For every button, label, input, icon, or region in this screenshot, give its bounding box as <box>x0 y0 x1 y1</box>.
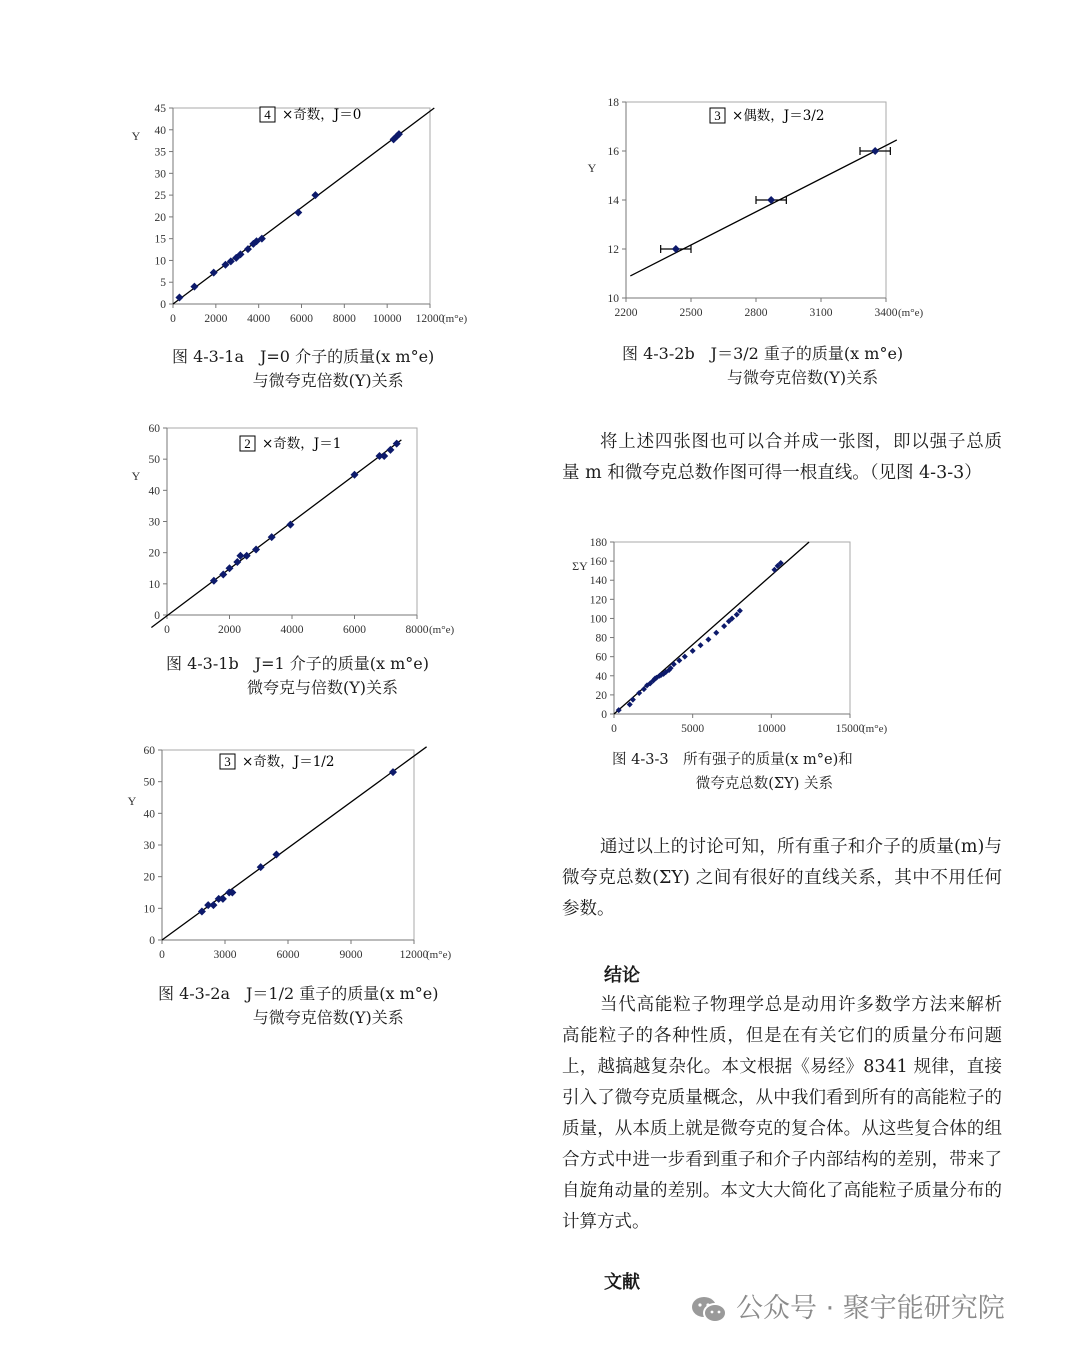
y-axis-label: ΣY <box>572 559 588 573</box>
chart-4-3-1b <box>120 420 490 645</box>
x-tick-label: 0 <box>611 723 617 735</box>
y-tick-label: 180 <box>589 537 607 549</box>
y-tick-label: 5 <box>160 277 166 290</box>
y-axis-label: Y <box>587 161 597 175</box>
y-tick-label: 0 <box>149 935 155 947</box>
x-tick-label: 3400 <box>874 307 898 319</box>
data-point <box>311 191 319 199</box>
caption-4-3-3 <box>612 748 853 796</box>
x-tick-label: 15000 <box>835 723 865 735</box>
data-point <box>386 446 394 454</box>
y-tick-label: 10 <box>154 255 166 268</box>
y-tick-label: 40 <box>143 808 155 821</box>
y-axis-label: Y <box>127 794 137 808</box>
y-tick-label: 0 <box>160 299 166 311</box>
caption-line1: 图 4-3-1b J=1 介子的质量(x m°e) <box>166 654 430 673</box>
y-tick-label: 45 <box>154 103 166 115</box>
x-tick-label: 9000 <box>339 949 363 961</box>
y-tick-label: 20 <box>595 689 607 702</box>
caption-4-3-1b <box>166 652 429 700</box>
x-tick-label: 5000 <box>681 723 705 735</box>
caption-4-3-1a <box>172 345 434 393</box>
chart-4-3-1a <box>120 95 490 340</box>
caption-line1: 图 4-3-1a J=0 介子的质量(x m°e) <box>172 347 435 366</box>
x-axis-unit: (m°e) <box>442 313 468 325</box>
x-tick-label: 2000 <box>204 313 228 325</box>
data-point <box>705 636 711 642</box>
x-axis-unit: (m°e) <box>426 949 452 961</box>
x-axis-unit: (m°e) <box>862 723 888 735</box>
y-tick-label: 120 <box>589 594 607 607</box>
y-tick-label: 40 <box>148 485 160 498</box>
caption-line2: 微夸克总数(ΣY) 关系 <box>695 776 833 792</box>
x-tick-label: 10000 <box>372 313 402 325</box>
caption-line1: 图 4-3-2b J＝3/2 重子的质量(x m°e) <box>622 344 904 363</box>
x-tick-label: 8000 <box>405 624 429 636</box>
y-tick-label: 40 <box>154 124 166 137</box>
data-point <box>272 851 280 859</box>
y-tick-label: 25 <box>154 190 166 203</box>
legend-box-number: 4 <box>264 107 271 122</box>
y-tick-label: 0 <box>154 610 160 622</box>
paragraph-text: 通过以上的讨论可知，所有重子和介子的质量(m)与微夸克总数(ΣY) 之间有很好的直线关系，其中不用任何参数。 <box>562 837 1002 919</box>
wechat-icon <box>690 1295 728 1325</box>
y-tick-label: 15 <box>154 233 166 246</box>
data-point <box>219 895 227 903</box>
y-tick-label: 12 <box>607 244 619 256</box>
data-point <box>682 654 688 660</box>
data-point <box>286 521 294 529</box>
x-tick-label: 6000 <box>276 949 300 961</box>
paragraph-discussion <box>562 832 1002 925</box>
caption-line2: 与微夸克倍数(Y)关系 <box>727 368 879 387</box>
x-tick-label: 8000 <box>332 313 356 325</box>
chart-4-3-2a <box>120 740 490 970</box>
y-tick-label: 50 <box>148 454 160 467</box>
y-tick-label: 20 <box>148 547 160 560</box>
x-tick-label: 12000 <box>415 313 445 325</box>
watermark <box>690 1286 1005 1325</box>
x-tick-label: 6000 <box>343 624 366 636</box>
heading-conclusion: 结论 <box>604 965 640 986</box>
x-tick-label: 0 <box>164 624 170 636</box>
caption-line2: 与微夸克倍数(Y)关系 <box>252 371 404 390</box>
caption-line2: 与微夸克倍数(Y)关系 <box>252 1008 404 1027</box>
x-tick-label: 3100 <box>809 307 833 319</box>
y-tick-label: 30 <box>148 516 160 529</box>
y-tick-label: 10 <box>607 293 619 305</box>
x-tick-label: 0 <box>159 949 165 961</box>
chart-4-3-3 <box>558 532 898 742</box>
y-tick-label: 10 <box>143 903 155 916</box>
data-point <box>380 452 388 460</box>
caption-line2: 微夸克与倍数(Y)关系 <box>246 678 399 697</box>
y-tick-label: 80 <box>595 632 607 645</box>
caption-line1: 图 4-3-3 所有强子的质量(x m°e)和 <box>612 752 853 768</box>
x-tick-label: 4000 <box>247 313 271 325</box>
y-tick-label: 40 <box>595 670 607 683</box>
x-tick-label: 2000 <box>218 624 241 636</box>
data-point <box>294 209 302 217</box>
y-tick-label: 20 <box>154 211 166 224</box>
y-tick-label: 30 <box>143 840 155 852</box>
y-tick-label: 0 <box>601 709 607 721</box>
plot-area <box>614 542 850 714</box>
watermark-text: 公众号 · 聚宇能研究院 <box>736 1293 1005 1324</box>
x-tick-label: 3000 <box>213 949 237 961</box>
legend-label: ×偶数，J＝3/2 <box>732 108 825 124</box>
legend-box-number: 3 <box>714 108 721 123</box>
x-tick-label: 12000 <box>399 949 429 961</box>
legend-label: ×奇数，J＝0 <box>282 107 362 123</box>
x-axis-unit: (m°e) <box>898 307 924 319</box>
data-point <box>175 293 183 301</box>
x-tick-label: 2500 <box>679 307 703 319</box>
y-tick-label: 30 <box>154 168 166 181</box>
x-tick-label: 2200 <box>614 307 638 319</box>
x-tick-label: 10000 <box>756 723 786 735</box>
x-tick-label: 4000 <box>280 624 304 636</box>
x-tick-label: 0 <box>170 313 176 325</box>
data-point <box>636 690 642 696</box>
paragraph-conclusion <box>562 990 1002 1238</box>
x-tick-label: 2800 <box>744 307 768 319</box>
legend-box-number: 3 <box>224 754 231 769</box>
legend-label: ×奇数，J＝1/2 <box>242 754 335 770</box>
trend-line <box>148 440 401 628</box>
data-point <box>630 697 636 703</box>
heading-references: 文献 <box>604 1272 640 1293</box>
caption-line1: 图 4-3-2a J＝1/2 重子的质量(x m°e) <box>158 984 439 1003</box>
y-tick-label: 14 <box>607 195 619 207</box>
y-tick-label: 10 <box>148 578 160 591</box>
data-point <box>871 147 879 155</box>
y-tick-label: 160 <box>589 556 607 569</box>
y-tick-label: 60 <box>595 651 607 664</box>
legend-label: ×奇数，J＝1 <box>262 436 342 452</box>
y-tick-label: 60 <box>148 423 160 435</box>
paragraph-text: 将上述四张图也可以合并成一张图，即以强子总质量 m 和微夸克总数作图可得一根直线。（见图 4-3-3） <box>562 432 1002 483</box>
data-point <box>698 642 704 648</box>
chart-4-3-2b <box>580 92 950 327</box>
caption-4-3-2a <box>158 982 438 1030</box>
y-axis-label: Y <box>131 469 141 483</box>
data-point <box>209 901 217 909</box>
x-axis-unit: (m°e) <box>429 624 455 636</box>
y-tick-label: 50 <box>143 776 155 789</box>
y-tick-label: 100 <box>589 613 607 626</box>
y-tick-label: 60 <box>143 745 155 757</box>
legend-box-number: 2 <box>244 436 251 451</box>
x-tick-label: 6000 <box>290 313 313 325</box>
y-tick-label: 16 <box>607 146 619 158</box>
y-axis-label: Y <box>131 129 141 143</box>
y-tick-label: 140 <box>589 575 607 588</box>
y-tick-label: 35 <box>154 146 166 159</box>
caption-4-3-2b <box>622 342 903 390</box>
data-point <box>690 648 696 654</box>
data-point <box>713 630 719 636</box>
y-tick-label: 18 <box>607 97 619 109</box>
y-tick-label: 20 <box>143 871 155 884</box>
data-point <box>721 623 727 629</box>
trend-line <box>630 140 897 276</box>
paragraph-text: 当代高能粒子物理学总是动用许多数学方法来解析高能粒子的各种性质，但是在有关它们的质量分布问题上，越搞越复杂化。本文根据《易经》8341 规律，直接引入了微夸克质量概念，从中我们看到所有的高能粒子的质量，从本质上就是微夸克的复合体。从这些复合体的组合方式中进一步看到重子和介子内部结构的差别，带来了自旋角动量的差别。本文大大简化了高能粒子质量分布的计算方式。 <box>562 995 1002 1232</box>
paragraph-merge <box>562 427 1002 489</box>
